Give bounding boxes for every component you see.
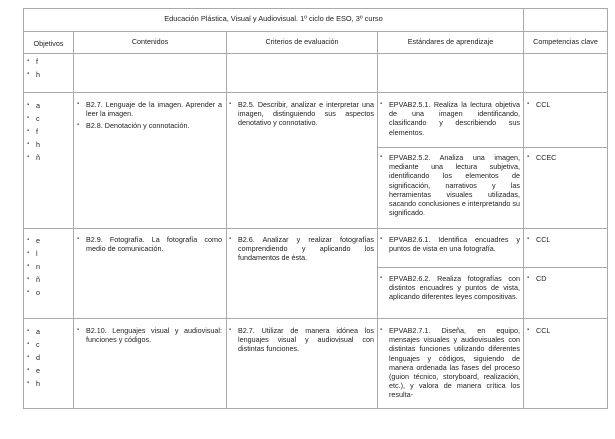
criterio-item: ▪ B2.6. Analizar y realizar fotografías comprendiendo y aplicando los fundamentos de ésta. (229, 235, 374, 263)
objetivo-item: ▪ l (27, 249, 71, 262)
competencia-item: ▪ CCL (527, 235, 605, 244)
estandar-cell (380, 153, 520, 220)
table-border (23, 318, 607, 319)
objetivo-item: ▪ f (27, 57, 71, 70)
criterio-item: ▪ B2.7. Utilizar de manera idónea los lenguajes visual y audiovisual con distintas funciones. (229, 326, 374, 354)
table-border (23, 8, 607, 9)
table-title: Educación Plástica, Visual y Audiovisual. 1º ciclo de ESO, 3º curso (164, 14, 383, 23)
contenidos-cell (77, 235, 222, 256)
table-border (73, 31, 74, 409)
objetivos-list (27, 57, 71, 83)
header-competencias: Competencias clave (533, 37, 598, 46)
objetivo-item: ▪ h (27, 379, 71, 392)
competencia-cell (527, 153, 605, 165)
estandar-cell (380, 100, 520, 140)
table-border (23, 53, 607, 54)
estandar-item: ▪ EPVAB2.5.2. Analiza una imagen, mediante una lectura subjetiva, identificando los elementos de significación, narrativos y las herramientas visuales utilizadas, sacando conclusiones e interpretando su significado. (380, 153, 520, 217)
estandar-item: ▪ EPVAB2.5.1. Realiza la lectura objetiva de una imagen identificando, clasificando y describiendo sus elementos. (380, 100, 520, 137)
header-criterios: Criterios de evaluación (265, 37, 339, 46)
competencia-cell (527, 326, 605, 338)
objetivos-list (27, 327, 71, 392)
objetivos-list (27, 236, 71, 301)
objetivo-item: ▪ d (27, 353, 71, 366)
estandar-item: ▪ EPVAB2.6.2. Realiza fotografías con distintos encuadres y puntos de vista, aplicando diferentes leyes compositivas. (380, 274, 520, 302)
criterios-cell (229, 235, 374, 266)
contenido-item: ▪ B2.7. Lenguaje de la imagen. Aprender a leer la imagen. (77, 100, 222, 118)
table-border (377, 267, 607, 268)
estandar-cell (380, 235, 520, 256)
header-objetivos: Objetivos (33, 39, 64, 48)
objetivos-list (27, 101, 71, 166)
table-border (607, 8, 608, 409)
objetivo-item: ▪ ñ (27, 275, 71, 288)
criterios-cell (229, 326, 374, 357)
table-border (377, 147, 607, 148)
objetivo-item: ▪ o (27, 288, 71, 301)
estandar-cell (380, 326, 520, 408)
estandar-item: ▪ EPVAB2.7.1. Diseña, en equipo, mensajes visuales y audiovisuales con distintas funciones utilizando diferentes lenguajes y códigos, siguiendo de manera ordenada las fases del proceso (guion técnico, storyboard, realización, etc.), y valora de manera crítica los resulta- (380, 326, 520, 400)
competencia-cell (527, 235, 605, 247)
objetivo-item: ▪ f (27, 127, 71, 140)
estandar-cell (380, 274, 520, 305)
table-border (523, 8, 524, 409)
table-border (23, 8, 24, 409)
objetivo-item: ▪ a (27, 327, 71, 340)
contenido-item: ▪ B2.8. Denotación y connotación. (77, 121, 222, 130)
table-border (377, 31, 378, 409)
table-border (226, 31, 227, 409)
objetivo-item: ▪ ñ (27, 153, 71, 166)
objetivo-item: ▪ e (27, 236, 71, 249)
table-border (23, 408, 607, 409)
table-border (23, 92, 607, 93)
contenidos-cell (77, 326, 222, 347)
competencia-item: ▪ CCEC (527, 153, 605, 162)
objetivo-item: ▪ c (27, 114, 71, 127)
contenido-item: ▪ B2.9. Fotografía. La fotografía como medio de comunicación. (77, 235, 222, 253)
competencia-item: ▪ CD (527, 274, 605, 283)
criterios-cell (229, 100, 374, 131)
criterio-item: ▪ B2.5. Describir, analizar e interpretar una imagen, distinguiendo sus aspectos denotativo y connotativo. (229, 100, 374, 128)
objetivo-item: ▪ c (27, 340, 71, 353)
header-estandares: Estándares de aprendizaje (407, 37, 494, 46)
competencia-cell (527, 100, 605, 112)
objetivo-item: ▪ e (27, 366, 71, 379)
competencia-item: ▪ CCL (527, 326, 605, 335)
contenido-item: ▪ B2.10. Lenguajes visual y audiovisual: funciones y códigos. (77, 326, 222, 344)
competencia-item: ▪ CCL (527, 100, 605, 109)
estandar-item: ▪ EPVAB2.6.1. Identifica encuadres y puntos de vista en una fotografía. (380, 235, 520, 253)
competencia-cell (527, 274, 605, 286)
header-contenidos: Contenidos (131, 37, 169, 46)
contenidos-cell (77, 100, 222, 134)
objetivo-item: ▪ h (27, 70, 71, 83)
table-border (23, 228, 607, 229)
table-border (23, 31, 607, 32)
objetivo-item: ▪ n (27, 262, 71, 275)
objetivo-item: ▪ a (27, 101, 71, 114)
objetivo-item: ▪ h (27, 140, 71, 153)
